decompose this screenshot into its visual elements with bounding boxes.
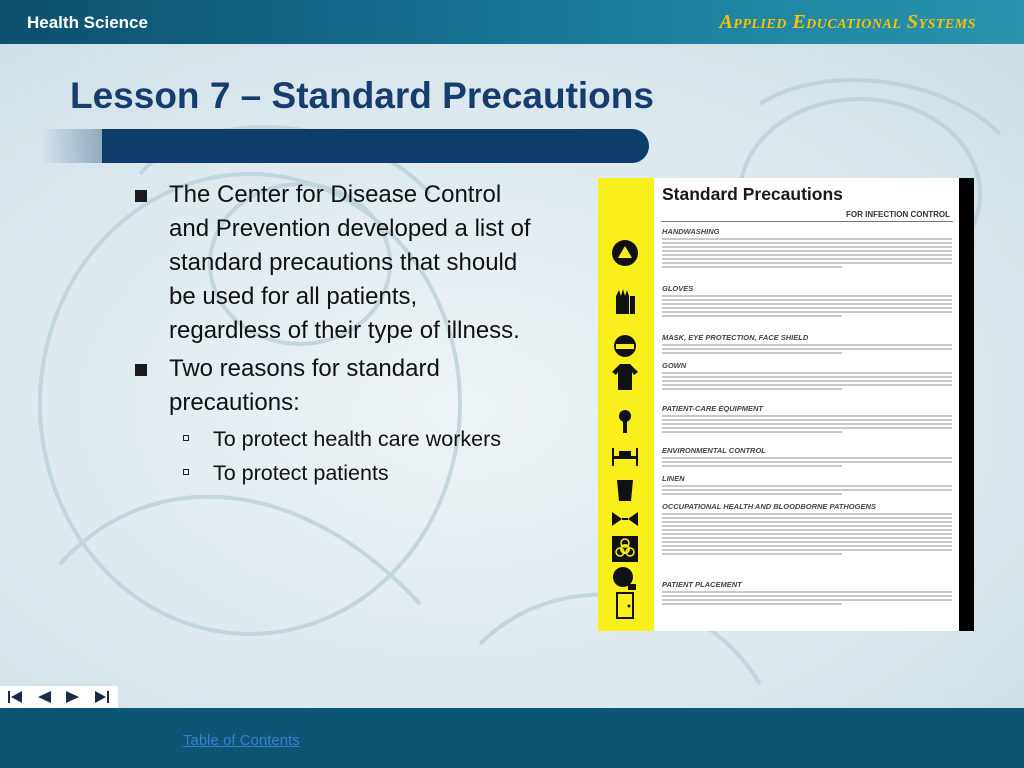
poster-section-heading: GOWN [662,361,687,370]
bullet-square-icon [135,364,147,376]
poster-section [662,580,952,605]
poster-section [662,474,952,495]
poster-section-heading: PATIENT PLACEMENT [662,580,742,589]
poster-section-heading: PATIENT-CARE EQUIPMENT [662,404,763,413]
course-subject: Health Science [27,13,148,32]
title-underline-fade [40,129,102,163]
sub-bullet-text: To protect health care workers [213,427,501,451]
hollow-square-bullet-icon [183,435,189,441]
poster-section-heading: LINEN [662,474,685,483]
poster-section [662,333,952,354]
title-underline-bar [102,129,649,163]
poster-black-edge [959,178,974,631]
table-of-contents-link[interactable]: Table of Contents [183,732,300,749]
last-slide-icon[interactable] [94,689,110,705]
environmental-control-icon [610,442,640,472]
poster-section [662,361,952,390]
sub-bullet-text: To protect patients [213,461,389,485]
sub-bullet-item [135,458,535,488]
poster-section [662,284,952,317]
bullet-square-icon [135,190,147,202]
sharps-icon [610,504,640,534]
poster-section-heading: GLOVES [662,284,694,293]
bullet-text: Two reasons for standard precautions: [169,355,440,416]
bullet-list [135,178,535,492]
patient-care-equipment-icon [610,406,640,436]
gloves-icon [610,286,640,316]
poster-section-heading: HANDWASHING [662,227,720,236]
poster-section [662,404,952,433]
poster-section [662,227,952,268]
first-slide-icon[interactable] [7,689,23,705]
face-mask-icon [610,332,640,362]
bullet-text: The Center for Disease Control and Prevention developed a list of standard precautions that should be used for all patients, regardless of their type of illness. [169,181,531,344]
poster-section-heading: ENVIRONMENTAL CONTROL [662,446,766,455]
poster-subtitle: FOR INFECTION CONTROL [846,210,950,219]
poster-section-heading: OCCUPATIONAL HEALTH AND BLOODBORNE PATHOGENS [662,502,876,511]
patient-placement-door-icon [610,590,640,620]
poster-title: Standard Precautions [662,184,843,204]
header-bar [0,0,1024,44]
slide-title: Lesson 7 – Standard Precautions [70,75,654,116]
previous-slide-icon[interactable] [36,689,52,705]
poster-section-heading: MASK, EYE PROTECTION, FACE SHIELD [662,333,809,342]
sub-bullet-item [135,424,535,454]
hollow-square-bullet-icon [183,469,189,475]
brand-name: Applied Educational Systems [719,11,976,33]
poster-section [662,446,952,467]
standard-precautions-poster [598,178,974,631]
biohazard-icon [610,534,640,564]
bullet-item [135,178,535,348]
next-slide-icon[interactable] [65,689,81,705]
handwashing-icon [610,238,640,268]
gown-icon [610,362,640,392]
footer-bar [0,708,1024,768]
slide-navigation [0,686,118,708]
poster-divider [661,221,953,222]
poster-section [662,502,952,555]
linen-icon [610,474,640,504]
bullet-item [135,352,535,420]
